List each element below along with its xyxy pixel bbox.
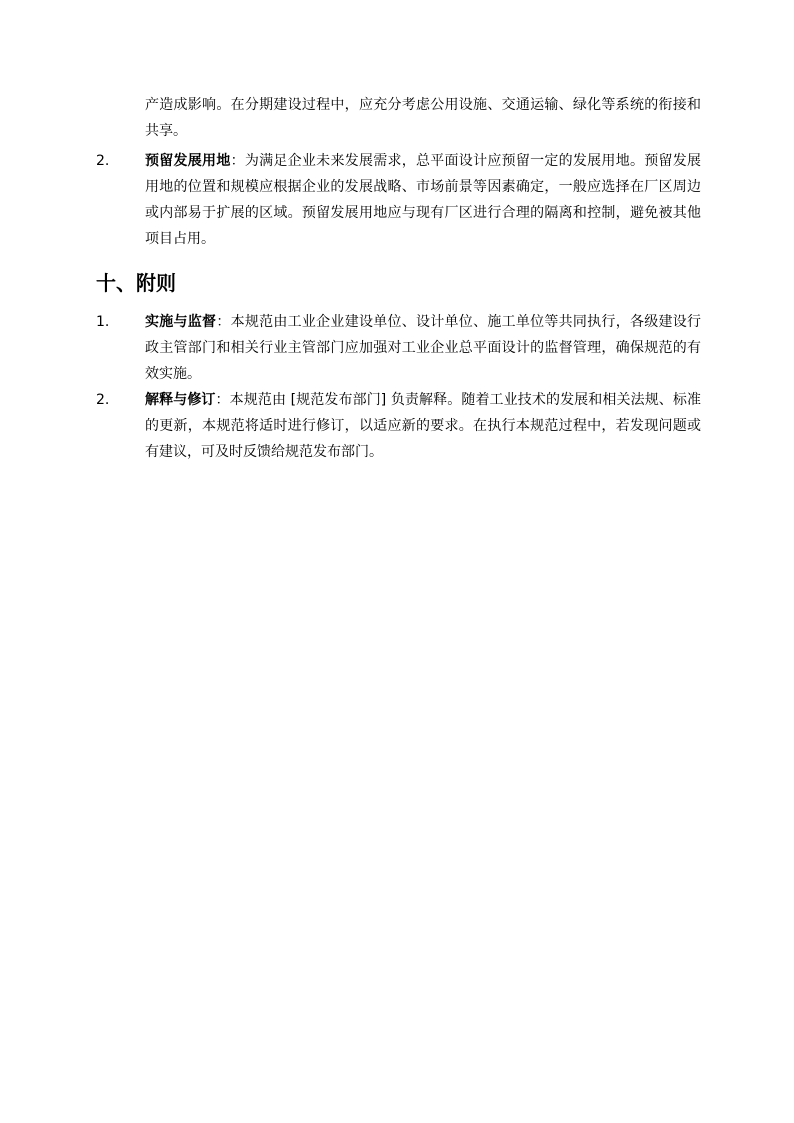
list-item-colon: ： <box>230 153 245 169</box>
list-item-number: 2. <box>96 392 110 408</box>
list-item-text: 为满足企业未来发展需求，总平面设计应预留一定的发展用地。预留发展用地的位置和规模应根据企业的发展战略、市场前景等因素确定，一般应选择在厂区周边或内部易于扩展的区域。预留发展用地应与现有厂区进行合理的隔离和控制，避免被其他项目占用。 <box>145 153 702 247</box>
list-item-number: 1. <box>96 314 110 330</box>
list-item-number: 2. <box>96 153 110 169</box>
list-item-term: 预留发展用地 <box>145 153 231 169</box>
list-item-text: 本规范由工业企业建设单位、设计单位、施工单位等共同执行，各级建设行政主管部门和相关行业主管部门应加强对工业企业总平面设计的监督管理，确保规范的有效实施。 <box>145 314 702 382</box>
continuation-paragraph: 产造成影响。在分期建设过程中，应充分考虑公用设施、交通运输、绿化等系统的衔接和共享。 <box>145 97 701 139</box>
section-heading: 十、附则 <box>96 271 176 295</box>
list-item-colon: ： <box>215 392 230 408</box>
list-item-body <box>145 387 701 465</box>
list-item-term: 解释与修订 <box>145 392 216 408</box>
list-item-term: 实施与监督 <box>145 314 217 330</box>
list-item-body <box>145 309 701 387</box>
list-item-body <box>145 148 701 252</box>
list-item-colon: ： <box>216 314 231 330</box>
list-item-text: 本规范由 [规范发布部门] 负责解释。随着工业技术的发展和相关法规、标准的更新，本规范将适时进行修订，以适应新的要求。在执行本规范过程中，若发现问题或有建议，可及时反馈给规范发布部门。 <box>145 392 702 460</box>
